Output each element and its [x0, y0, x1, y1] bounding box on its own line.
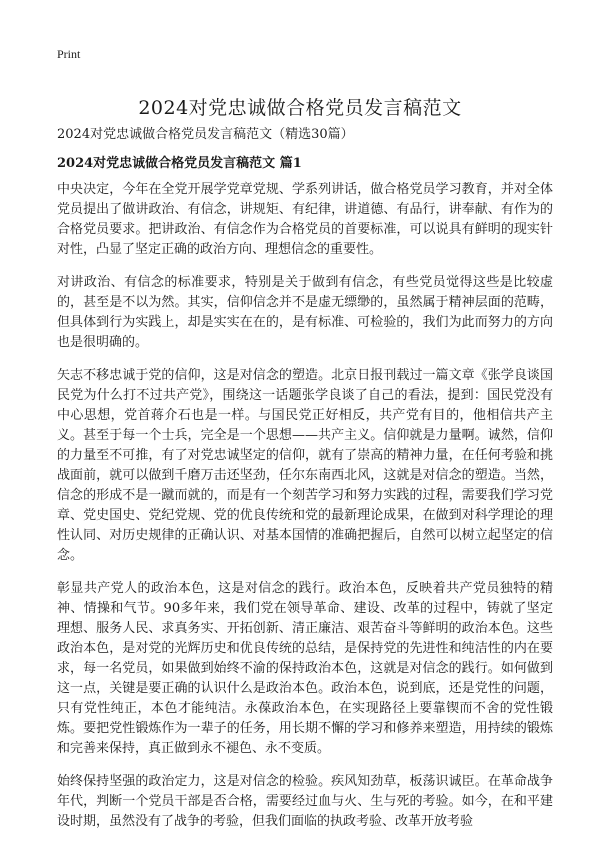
paragraph: 彰显共产党人的政治本色，这是对信念的践行。政治本色，反映着共产党员独特的精神、情操和气节。90多年来，我们党在领导革命、建设、改革的过程中，铸就了坚定理想、服务人民、求真务实、开拓创新、清正廉洁、艰苦奋斗等鲜明的政治本色。这些政治本色，是对党的光辉历史和优良传统的总结，是保持党的先进性和纯洁性的内在要求，每一名党员，如果做到始终不渝的保持政治本色，这就是对信念的践行。如何做到这一点，关键是要正确的认识什么是政治本色。政治本色，说到底，还是党性的问题，只有党性纯正，本色才能纯洁。永葆政治本色，在实现路径上要靠锲而不舍的党性锻炼。要把党性锻炼作为一辈子的任务，用长期不懈的学习和修养来塑造，用持续的锻炼和完善来保持，真正做到永不褪色、永不变质。	[57, 581, 553, 756]
paragraph: 中央决定，今年在全党开展学党章党规、学系列讲话，做合格党员学习教育，并对全体党员提出了做讲政治、有信念，讲规矩、有纪律，讲道德、有品行，讲奉献、有作为的合格党员要求。把讲政治、有信念作为合格党员的首要标准，可以说具有鲜明的现实针对性，凸显了坚定正确的政治方向、理想信念的重要性。	[57, 182, 553, 257]
paragraph: 对讲政治、有信念的标准要求，特别是关于做到有信念，有些党员觉得这些是比较虚的，甚至是不以为然。其实，信仰信念并不是虚无缥缈的，虽然属于精神层面的范畴，但具体到行为实践上，却是实实在在的，是有标准、可检验的，我们为此而努力的方向也是很明确的。	[57, 275, 553, 350]
print-link[interactable]: Print	[57, 47, 81, 61]
page-title: 2024对党忠诚做合格党员发言稿范文	[138, 96, 462, 119]
article-body	[57, 180, 553, 845]
paragraph: 矢志不移忠诚于党的信仰，这是对信念的塑造。北京日报刊载过一篇文章《张学良谈国民党为什么打不过共产党》，围绕这一话题张学良谈了自己的看法，提到：国民党没有中心思想，党首蒋介石也是一样。与国民党正好相反，共产党有目的，他相信共产主义。甚至于每一个士兵，完全是一个思想——共产主义。信仰就是力量啊。诚然，信仰的力量至不可推，有了对党忠诚坚定的信仰，就有了崇高的精神力量，在任何考验和挑战面前，就可以做到千磨万击还坚劲，任尔东南西北风，这就是对信念的塑造。当然，信念的形成不是一蹴而就的，而是有一个刻苦学习和努力实践的过程，需要我们学习党章、党史国史、党纪党规、党的优良传统和党的最新理论成果，在做到对科学理论的理性认同、对历史规律的正确认识、对基本国情的准确把握后，自然可以树立起坚定的信念。	[57, 368, 553, 563]
paragraph: 始终保持坚强的政治定力，这是对信念的检验。疾风知劲草，板荡识诚臣。在革命战争年代，判断一个党员干部是否合格，需要经过血与火、生与死的考验。如今，在和平建设时期，虽然没有了战争的考验，但我们面临的执政考验、改革开放考验	[57, 774, 553, 829]
document-subtitle: 2024对党忠诚做合格党员发言稿范文（精选30篇）	[57, 127, 354, 142]
section-heading: 2024对党忠诚做合格党员发言稿范文 篇1	[57, 156, 302, 171]
